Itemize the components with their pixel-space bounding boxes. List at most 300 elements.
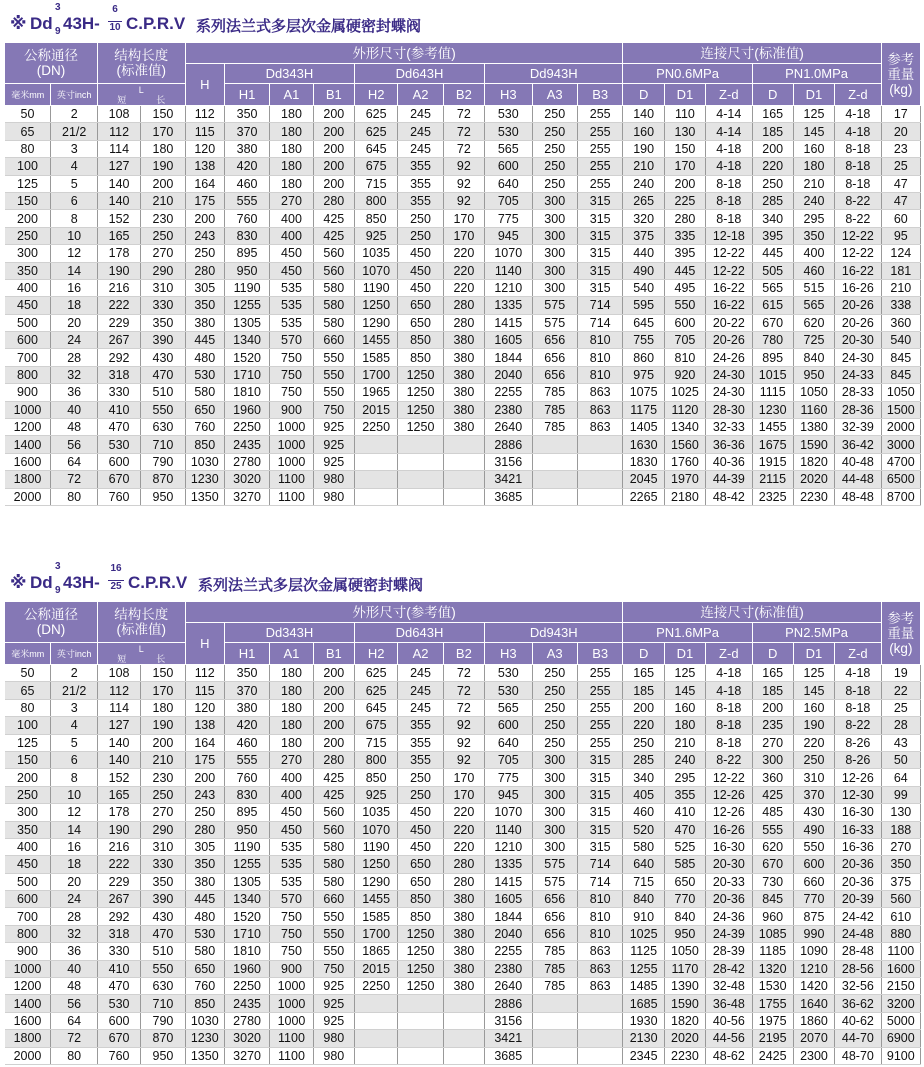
table-cell: 150 (664, 140, 705, 157)
table-cell: 700 (5, 908, 51, 925)
table-cell: 12-26 (706, 786, 752, 803)
table-cell: 180 (270, 123, 313, 140)
table-cell: 380 (443, 960, 484, 977)
table-cell: 12-22 (706, 769, 752, 786)
table-cell: 1170 (664, 960, 705, 977)
table-cell: 625 (354, 665, 397, 682)
table-cell: 1100 (270, 471, 313, 488)
table-cell: 565 (793, 297, 834, 314)
table-cell: 425 (752, 786, 793, 803)
table-cell: 115 (185, 123, 224, 140)
table-cell: 1000 (5, 960, 51, 977)
pressure-top: 16 (110, 563, 122, 574)
table-cell: 810 (577, 891, 623, 908)
table-cell: 1075 (623, 384, 664, 401)
table-row (5, 1047, 921, 1064)
table-cell: 340 (623, 769, 664, 786)
table-cell: 250 (532, 734, 577, 751)
table-cell: 2195 (752, 1030, 793, 1047)
table-cell: 405 (623, 786, 664, 803)
table-cell: 1930 (623, 1012, 664, 1029)
table-cell: 390 (141, 891, 185, 908)
table-cell: 715 (623, 873, 664, 890)
table-cell: 515 (793, 279, 834, 296)
table-cell: 2150 (881, 978, 920, 995)
table-cell: 295 (664, 769, 705, 786)
table-cell: 375 (623, 227, 664, 244)
table-cell: 180 (270, 665, 313, 682)
table-cell: 185 (623, 682, 664, 699)
table-cell: 1400 (5, 436, 51, 453)
table-cell: 20-33 (706, 873, 752, 890)
table-cell: 300 (532, 838, 577, 855)
table-cell: 675 (354, 158, 397, 175)
table-cell: 510 (141, 384, 185, 401)
table-cell: 40 (51, 960, 97, 977)
table-cell: 285 (623, 751, 664, 768)
table-cell: 1865 (354, 943, 397, 960)
table-cell: 400 (270, 769, 313, 786)
table-cell: 300 (5, 804, 51, 821)
table-cell: 380 (185, 873, 224, 890)
table-cell: 600 (485, 717, 532, 734)
table-cell: 1760 (664, 453, 705, 470)
table-cell: 1305 (224, 314, 269, 331)
table-cell: 40-62 (835, 1012, 882, 1029)
table-cell: 895 (224, 804, 269, 821)
table-cell: 350 (224, 106, 269, 123)
table-cell (577, 436, 623, 453)
table-cell: 350 (141, 314, 185, 331)
table-cell: 8-22 (835, 192, 882, 209)
table-cell: 840 (623, 891, 664, 908)
table-cell: 250 (532, 106, 577, 123)
table-cell: 330 (97, 384, 140, 401)
table-cell: 750 (270, 349, 313, 366)
table-cell: 1190 (224, 279, 269, 296)
table-cell (577, 995, 623, 1012)
table-row (5, 838, 921, 855)
header-connection: 连接尺寸(标准值) (623, 43, 881, 64)
table-cell: 200 (752, 699, 793, 716)
table-cell: 229 (97, 314, 140, 331)
table-cell: 1290 (354, 873, 397, 890)
table-cell: 200 (313, 140, 354, 157)
table-cell: 8-18 (706, 717, 752, 734)
table-cell: 1860 (793, 1012, 834, 1029)
table-cell: 12-18 (706, 227, 752, 244)
table-cell: 600 (5, 332, 51, 349)
table-cell: 920 (664, 366, 705, 383)
table-cell: 640 (623, 856, 664, 873)
table-cell: 21/2 (51, 123, 97, 140)
table-cell: 1400 (5, 995, 51, 1012)
table-cell: 290 (141, 262, 185, 279)
table-cell: 850 (398, 891, 443, 908)
table-cell: 863 (577, 943, 623, 960)
table-cell: 12-22 (835, 227, 882, 244)
table-cell: 450 (270, 262, 313, 279)
table-cell: 1120 (664, 401, 705, 418)
table-cell: 8-18 (706, 210, 752, 227)
table-cell: 380 (443, 908, 484, 925)
table-cell: 670 (752, 856, 793, 873)
table-cell: 2255 (485, 943, 532, 960)
col-B1: B1 (313, 84, 354, 106)
table-cell: 210 (141, 751, 185, 768)
table-cell: 160 (793, 140, 834, 157)
table-cell: 20-30 (835, 332, 882, 349)
table-cell (354, 1047, 397, 1064)
table-cell: 8-18 (835, 175, 882, 192)
section-title (0, 559, 924, 601)
table-row (5, 262, 921, 279)
table-cell: 2345 (623, 1047, 664, 1064)
table-cell: 250 (623, 734, 664, 751)
table-cell: 280 (185, 821, 224, 838)
table-cell: 8-18 (706, 175, 752, 192)
table-cell: 170 (141, 682, 185, 699)
table-cell: 950 (224, 262, 269, 279)
table-cell: 800 (354, 751, 397, 768)
table-cell: 4-18 (706, 665, 752, 682)
table-cell: 300 (532, 262, 577, 279)
table-cell: 292 (97, 908, 140, 925)
table-cell: 16-26 (706, 821, 752, 838)
table-cell: 1600 (881, 960, 920, 977)
table-cell: 925 (313, 978, 354, 995)
table-cell: 330 (97, 943, 140, 960)
table-cell: 32 (51, 366, 97, 383)
table-cell: 300 (532, 751, 577, 768)
table-cell: 1210 (485, 279, 532, 296)
model-superscript: 3 (55, 2, 61, 13)
table-row (5, 401, 921, 418)
table-cell: 1210 (793, 960, 834, 977)
table-cell: 1140 (485, 821, 532, 838)
table-cell: 2780 (224, 1012, 269, 1029)
table-cell: 450 (398, 245, 443, 262)
table-cell: 390 (141, 332, 185, 349)
table-cell: 2180 (664, 488, 705, 505)
table-cell: 180 (270, 682, 313, 699)
table-cell: 1755 (752, 995, 793, 1012)
table-cell: 24-33 (835, 366, 882, 383)
table-cell: 600 (97, 453, 140, 470)
table-cell: 8700 (881, 488, 920, 505)
col-A1: A1 (270, 643, 313, 665)
table-cell: 315 (577, 751, 623, 768)
header-length: 结构长度 (标准值) (97, 602, 185, 643)
table-cell: 340 (752, 210, 793, 227)
table-cell: 1415 (485, 314, 532, 331)
table-cell: 760 (224, 210, 269, 227)
table-cell: 800 (354, 192, 397, 209)
model-code: 43H- (63, 573, 100, 592)
table-cell: 120 (185, 699, 224, 716)
table-cell: 24 (51, 891, 97, 908)
table-row (5, 925, 921, 942)
table-cell: 440 (623, 245, 664, 262)
table-cell: 2435 (224, 436, 269, 453)
table-cell: 36 (51, 943, 97, 960)
table-row (5, 384, 921, 401)
table-cell: 380 (224, 140, 269, 157)
table-cell: 56 (51, 436, 97, 453)
table-cell: 1190 (224, 838, 269, 855)
table-cell: 2070 (793, 1030, 834, 1047)
table-cell: 16-33 (835, 821, 882, 838)
table-cell: 338 (881, 297, 920, 314)
table-cell: 210 (623, 158, 664, 175)
table-cell: 250 (398, 210, 443, 227)
table-cell (577, 1012, 623, 1029)
table-row (5, 734, 921, 751)
table-cell: 250 (398, 769, 443, 786)
table-cell: 625 (354, 123, 397, 140)
table-cell: 250 (793, 751, 834, 768)
table-cell: 220 (443, 838, 484, 855)
table-cell: 980 (313, 488, 354, 505)
table-cell: 600 (485, 158, 532, 175)
table-cell: 220 (443, 262, 484, 279)
table-cell (532, 453, 577, 470)
table-cell: 100 (5, 158, 51, 175)
table-cell: 750 (270, 384, 313, 401)
table-cell: 292 (97, 349, 140, 366)
table-cell: 990 (793, 925, 834, 942)
table-cell: 620 (793, 314, 834, 331)
table-cell: 267 (97, 891, 140, 908)
header-pn-a: PN1.6MPa (623, 623, 752, 643)
table-cell: 575 (532, 297, 577, 314)
table-row (5, 366, 921, 383)
table-cell: 48 (51, 978, 97, 995)
table-cell: 450 (398, 821, 443, 838)
reference-mark: ※ (10, 573, 27, 592)
table-cell: 1390 (664, 978, 705, 995)
table-cell: 950 (141, 1047, 185, 1064)
col-B3: B3 (577, 643, 623, 665)
table-cell: 250 (532, 682, 577, 699)
table-cell: 305 (185, 838, 224, 855)
table-cell: 450 (270, 821, 313, 838)
table-cell (354, 1030, 397, 1047)
table-cell: 40 (51, 401, 97, 418)
table-cell: 380 (443, 366, 484, 383)
table-cell: 785 (532, 978, 577, 995)
table-cell: 495 (664, 279, 705, 296)
table-cell: 650 (664, 873, 705, 890)
table-row (5, 821, 921, 838)
table-cell: 650 (185, 960, 224, 977)
col-Zd: Z-d (706, 643, 752, 665)
table-cell: 4-18 (835, 665, 882, 682)
col-Zd: Z-d (835, 643, 882, 665)
table-cell: 4 (51, 717, 97, 734)
table-row (5, 471, 921, 488)
table-cell: 840 (793, 349, 834, 366)
table-cell: 670 (97, 1030, 140, 1047)
table-cell: 250 (398, 227, 443, 244)
table-cell: 250 (5, 227, 51, 244)
table-cell: 1250 (354, 856, 397, 873)
table-row (5, 349, 921, 366)
table-cell: 1250 (398, 366, 443, 383)
table-cell: 760 (185, 978, 224, 995)
table-cell: 810 (664, 349, 705, 366)
table-cell: 750 (270, 908, 313, 925)
table-cell: 615 (752, 297, 793, 314)
table-cell: 565 (485, 699, 532, 716)
table-cell: 267 (97, 332, 140, 349)
table-cell: 265 (623, 192, 664, 209)
table-cell: 270 (141, 245, 185, 262)
table-cell: 925 (313, 453, 354, 470)
table-cell: 178 (97, 245, 140, 262)
long-label: 长 (156, 94, 166, 105)
table-cell: 200 (313, 665, 354, 682)
table-cell: 1970 (664, 471, 705, 488)
table-cell: 240 (623, 175, 664, 192)
table-cell: 580 (185, 384, 224, 401)
table-cell: 1090 (793, 943, 834, 960)
table-cell: 525 (664, 838, 705, 855)
col-D1: D1 (664, 84, 705, 106)
table-cell: 1070 (354, 262, 397, 279)
table-cell: 1035 (354, 804, 397, 821)
table-cell: 280 (443, 873, 484, 890)
table-cell: 1230 (752, 401, 793, 418)
table-cell: 550 (313, 366, 354, 383)
table-cell (354, 436, 397, 453)
table-cell: 160 (664, 699, 705, 716)
table-cell: 350 (185, 297, 224, 314)
table-cell: 80 (51, 488, 97, 505)
table-cell: 8-22 (706, 751, 752, 768)
table-cell: 1250 (398, 925, 443, 942)
table-cell: 140 (623, 106, 664, 123)
table-cell: 255 (577, 665, 623, 682)
table-cell: 810 (577, 332, 623, 349)
table-cell: 2045 (623, 471, 664, 488)
table-cell: 950 (793, 366, 834, 383)
table-cell: 705 (485, 192, 532, 209)
table-cell: 770 (664, 891, 705, 908)
table-cell: 16-26 (835, 279, 882, 296)
table-cell: 12-22 (706, 245, 752, 262)
table-cell: 2230 (664, 1047, 705, 1064)
table-cell: 200 (185, 210, 224, 227)
table-row (5, 140, 921, 157)
table-cell: 550 (664, 297, 705, 314)
table-cell: 44-39 (706, 471, 752, 488)
table-cell: 315 (577, 804, 623, 821)
table-cell: 20 (51, 314, 97, 331)
table-cell: 14 (51, 821, 97, 838)
table-cell: 250 (141, 227, 185, 244)
table-cell: 270 (881, 838, 920, 855)
table-cell: 445 (664, 262, 705, 279)
col-A2: A2 (398, 84, 443, 106)
table-cell: 112 (185, 106, 224, 123)
table-cell: 530 (485, 106, 532, 123)
table-cell: 850 (398, 908, 443, 925)
table-cell: 108 (97, 106, 140, 123)
table-cell: 656 (532, 366, 577, 383)
table-cell: 320 (623, 210, 664, 227)
table-cell: 530 (485, 665, 532, 682)
table-cell: 5 (51, 734, 97, 751)
table-cell: 124 (881, 245, 920, 262)
table-cell: 580 (313, 838, 354, 855)
table-cell: 28-30 (706, 401, 752, 418)
l-label: L (138, 84, 144, 95)
table-cell: 2425 (752, 1047, 793, 1064)
table-cell: 200 (313, 175, 354, 192)
table-cell: 250 (532, 140, 577, 157)
table-cell: 350 (141, 873, 185, 890)
table-cell: 650 (398, 297, 443, 314)
table-cell: 1810 (224, 943, 269, 960)
table-cell: 863 (577, 401, 623, 418)
table-cell: 1085 (752, 925, 793, 942)
table-row (5, 314, 921, 331)
table-cell: 8 (51, 769, 97, 786)
table-cell: 32-56 (835, 978, 882, 995)
table-cell: 480 (185, 349, 224, 366)
table-cell: 1190 (354, 838, 397, 855)
table-cell: 140 (97, 751, 140, 768)
table-cell: 450 (398, 262, 443, 279)
table-cell: 19 (881, 665, 920, 682)
table-cell: 245 (398, 699, 443, 716)
table-cell: 20-39 (835, 891, 882, 908)
col-D1: D1 (664, 643, 705, 665)
table-cell: 32-48 (706, 978, 752, 995)
table-cell: 220 (793, 734, 834, 751)
table-cell: 310 (141, 838, 185, 855)
table-cell: 445 (185, 332, 224, 349)
table-cell: 2000 (5, 1047, 51, 1064)
reference-mark: ※ (10, 14, 27, 33)
pressure-bottom: 25 (108, 580, 124, 592)
table-cell: 280 (185, 262, 224, 279)
table-cell: 925 (313, 436, 354, 453)
table-cell: 714 (577, 297, 623, 314)
table-cell: 72 (51, 471, 97, 488)
table-cell: 1140 (485, 262, 532, 279)
table-cell: 540 (881, 332, 920, 349)
table-cell: 1200 (5, 419, 51, 436)
table-cell: 400 (793, 245, 834, 262)
table-cell: 170 (443, 769, 484, 786)
table-cell: 500 (5, 314, 51, 331)
table-cell: 1455 (752, 419, 793, 436)
table-cell: 165 (623, 665, 664, 682)
table-cell: 2250 (224, 978, 269, 995)
table-row (5, 717, 921, 734)
model-superscript: 3 (55, 561, 61, 572)
table-cell: 510 (141, 943, 185, 960)
table-cell: 24-30 (706, 384, 752, 401)
table-cell: 380 (443, 349, 484, 366)
table-cell: 1000 (270, 453, 313, 470)
table-cell: 44-48 (835, 471, 882, 488)
table-cell: 1340 (664, 419, 705, 436)
table-cell: 1965 (354, 384, 397, 401)
table-cell: 830 (224, 227, 269, 244)
